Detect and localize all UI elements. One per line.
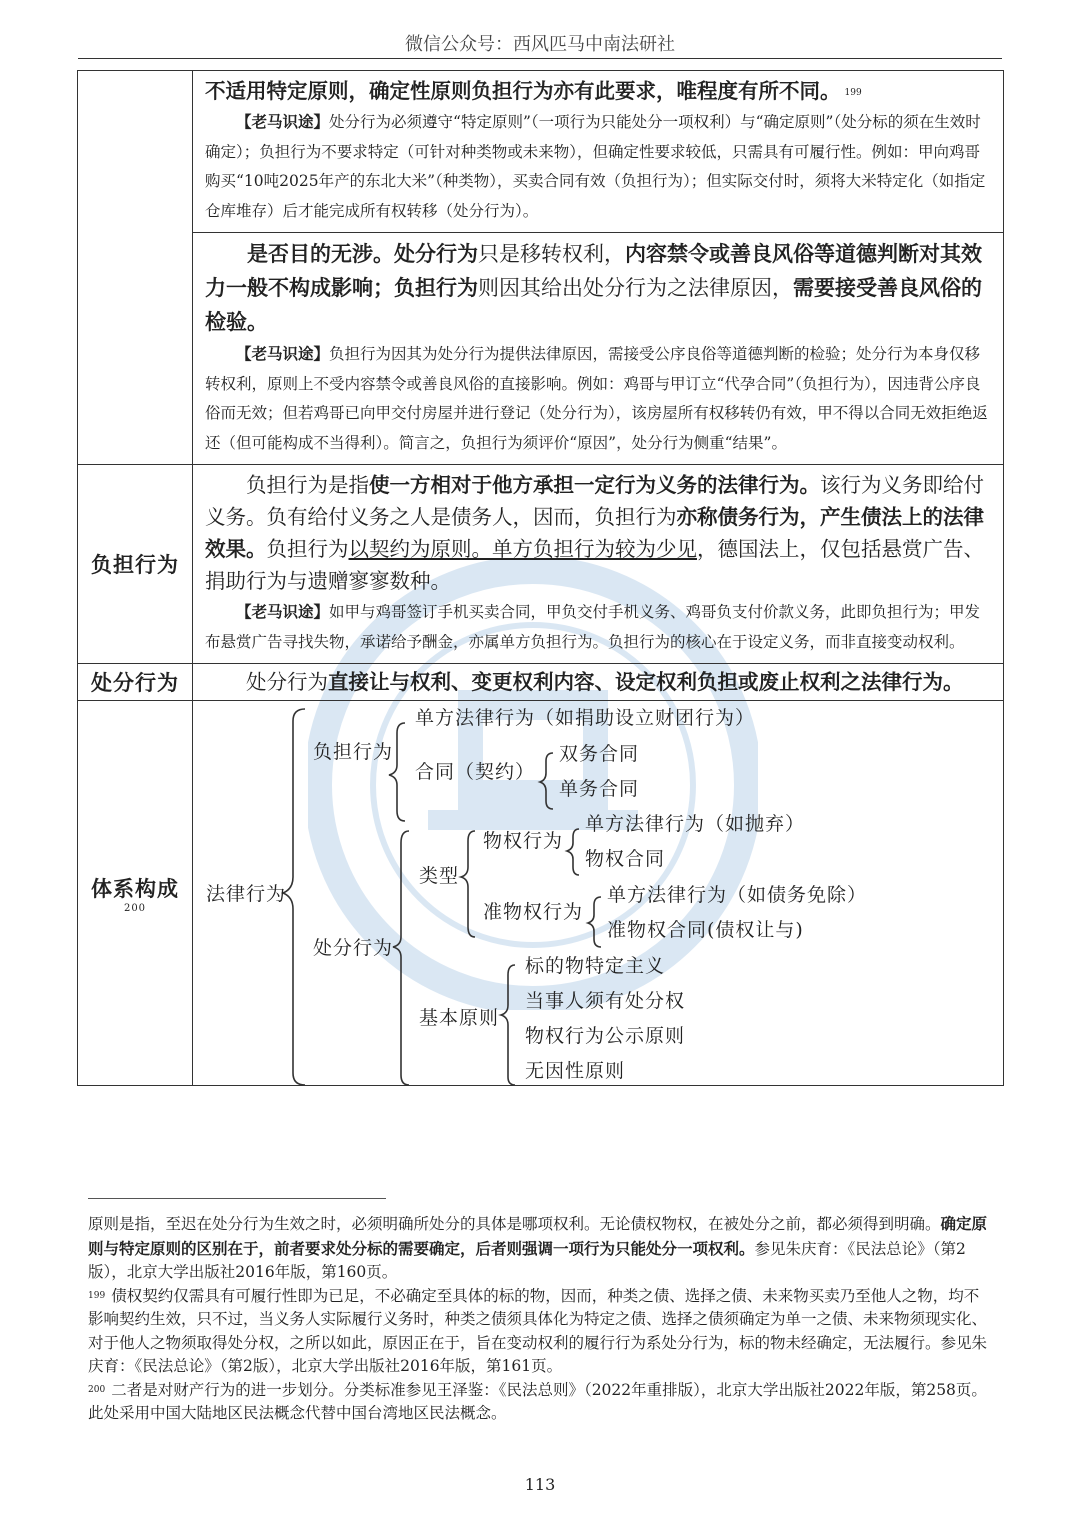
bold-text: 负担行为 [394, 275, 478, 300]
footnote-number: 200 [88, 1384, 106, 1395]
table-cell [193, 465, 1004, 664]
tree-principle-1: 标的物特定主义 [525, 955, 666, 977]
table-cell [193, 664, 1004, 701]
text: 原则是指，至迟在处分行为生效之时，必须明确所处分的具体是哪项权利。无论债权物权，在被处分之前，都必须得到明确。 [88, 1215, 941, 1233]
row-label-empty [78, 71, 193, 465]
tree-types: 类型 [419, 865, 460, 887]
text: 该行为义务即给付义务。负有给付义务之人是债务人，因而，负担行为 [205, 473, 984, 529]
bold-text: 是否目的无涉。 [247, 241, 394, 266]
footnote-200 [88, 1379, 992, 1426]
bold-text: 需要接受善良风俗的检验。 [205, 275, 982, 334]
table-row [78, 71, 1004, 233]
note-text: 如甲与鸡哥签订手机买卖合同，甲负交付手机义务、鸡哥负支付价款义务，此即负担行为；甲发布悬赏广告寻找失物，承诺给予酬金，亦属单方负担行为。负担行为的核心在于设定义务，而非直接变动权利。 [205, 603, 981, 651]
tree-unilateral-contract: 单务合同 [559, 778, 640, 800]
footnote-number: 199 [88, 1290, 106, 1301]
footnotes [88, 1212, 992, 1426]
footnote-text: 二者是对财产行为的进一步划分。分类标准参见王泽鉴：《民法总则》（2022年重排版），北京大学出版社2022年版，第258页。此处采用中国大陆地区民法概念代替中国台湾地区民法概念。 [88, 1380, 987, 1422]
table-cell [193, 701, 1004, 1086]
text: 负担行为是指 [246, 473, 369, 497]
table-row [78, 664, 1004, 701]
tree-disposal: 处分行为 [313, 937, 394, 959]
table-row [78, 701, 1004, 1086]
page-number: 113 [524, 1475, 556, 1494]
text: 参见朱庆育：《民法总论》（第2版），北京大学出版社2016年版，第160页。 [88, 1239, 966, 1281]
note-text: 负担行为因其为处分行为提供法律原因，需接受公序良俗等道德判断的检验；处分行为本身仅移转权利，原则上不受内容禁令或善良风俗的直接影响。例如：鸡哥与甲订立“代孕合同”（负担行为），因违背公序良俗而无效；但若鸡哥已向甲交付房屋并进行登记（处分行为），该房屋所有权移转仍有效，甲不得以合同无效拒绝返还（但可能构成不当得利）。简言之，负担行为须评价“原因”，处分行为侧重“结果”。 [205, 345, 988, 452]
footnote-ref: 200 [123, 902, 147, 914]
tree-root: 法律行为 [206, 883, 287, 905]
tree-quasi-real: 准物权行为 [483, 901, 584, 923]
text: ，德国法上，仅包括悬赏广告、捐助行为与遗赠寥寥数种。 [205, 537, 984, 593]
tree-quasi-contract: 准物权合同(债权让与) [607, 919, 804, 941]
row-label: 负担行为 [78, 465, 193, 664]
bold-text: 直接让与权利、变更权利内容、设定权利负担或废止权利之法律行为。 [328, 670, 964, 694]
tree-principle-4: 无因性原则 [525, 1060, 626, 1082]
footnote-text: 债权契约仅需具有可履行性即为已足，不必确定至具体的标的物，因而，种类之债、选择之债、未来物买卖乃至他人之物，均不影响契约生效，只不过，当义务人实际履行义务时，种类之债须具体化为特定之债、选择之债须确定为单一之债、未来物须现实化、对于他人之物须取得处分权，之所以如此，原因正在于，旨在变动权利的履行行为系处分行为，标的物未经确定，无法履行。参见朱庆育：《民法总论》（第2版），北京大学出版社2016年版，第161页。 [88, 1286, 988, 1375]
tree-principle-3: 物权行为公示原则 [525, 1025, 686, 1047]
text: 负担行为 [266, 537, 349, 561]
text: 则因其给出处分行为之法律原因， [478, 276, 793, 300]
note-tag: 【老马识途】 [236, 602, 330, 621]
table-row [78, 233, 1004, 465]
bold-text: 处分行为 [394, 241, 478, 266]
tree-contract: 合同（契约） [415, 761, 536, 783]
text: 处分行为 [246, 670, 328, 694]
tree-bilateral: 双务合同 [559, 743, 640, 765]
footnote-rule [88, 1198, 386, 1199]
content-table [77, 70, 1004, 1086]
note-tag: 【老马识途】 [236, 344, 330, 363]
note-tag: 【老马识途】 [236, 112, 330, 131]
note-text: 处分行为必须遵守“特定原则”（一项行为只能处分一项权利）与“确定原则”（处分标的须在生效时确定）；负担行为不要求特定（可针对种类物或未来物），但确定性要求较低，只需具有可履行性。例如：甲向鸡哥购买“10吨2025年产的东北大米”（种类物），买卖合同有效（负担行为）；但实际交付时，须将大米特定化（如指定仓库堆存）后才能完成所有权转移（处分行为）。 [205, 113, 986, 220]
tree-quasi-unilateral: 单方法律行为（如债务免除） [607, 884, 868, 906]
footnote-199 [88, 1285, 992, 1379]
tree-principle-2: 当事人须有处分权 [525, 990, 686, 1012]
page-header: 微信公众号：西风匹马中南法研社 [405, 34, 675, 55]
tree-real-contract: 物权合同 [585, 848, 666, 870]
table-row [78, 465, 1004, 664]
table-cell [193, 233, 1004, 465]
tree-real-act: 物权行为 [483, 830, 564, 852]
tree-real-unilateral: 单方法律行为（如抛弃） [585, 813, 806, 835]
bold-text: 亦称债务行为，产生债法上的法律效果。 [205, 505, 984, 561]
tree-principles: 基本原则 [419, 1007, 500, 1029]
row-label-system [78, 701, 193, 1086]
bold-text: 确定原则与特定原则的区别在于，前者要求处分标的需要确定，后者则强调一项行为只能处分一项权利。 [88, 1214, 988, 1258]
bold-text: 使一方相对于他方承担一定行为义务的法律行为。 [369, 473, 820, 497]
footnote-ref: 199 [844, 88, 862, 98]
header-rule [78, 58, 1002, 59]
tree-unilateral: 单方法律行为（如捐助设立财团行为） [415, 707, 756, 729]
table-cell [193, 71, 1004, 233]
row-label: 体系构成 [91, 875, 179, 901]
underlined-text: 以契约为原则。单方负担行为较为少见 [348, 537, 697, 561]
tree-burden: 负担行为 [313, 741, 394, 763]
principle-text: 不适用特定原则，确定性原则负担行为亦有此要求，唯程度有所不同。 [205, 79, 841, 103]
row-label: 处分行为 [78, 664, 193, 701]
bold-text: 内容禁令或善良风俗等道德判断对其效力一般不构成影响； [205, 241, 982, 300]
footnote-continued [88, 1212, 992, 1285]
text: 只是移转权利， [478, 242, 625, 266]
classification-tree [193, 701, 1003, 1085]
